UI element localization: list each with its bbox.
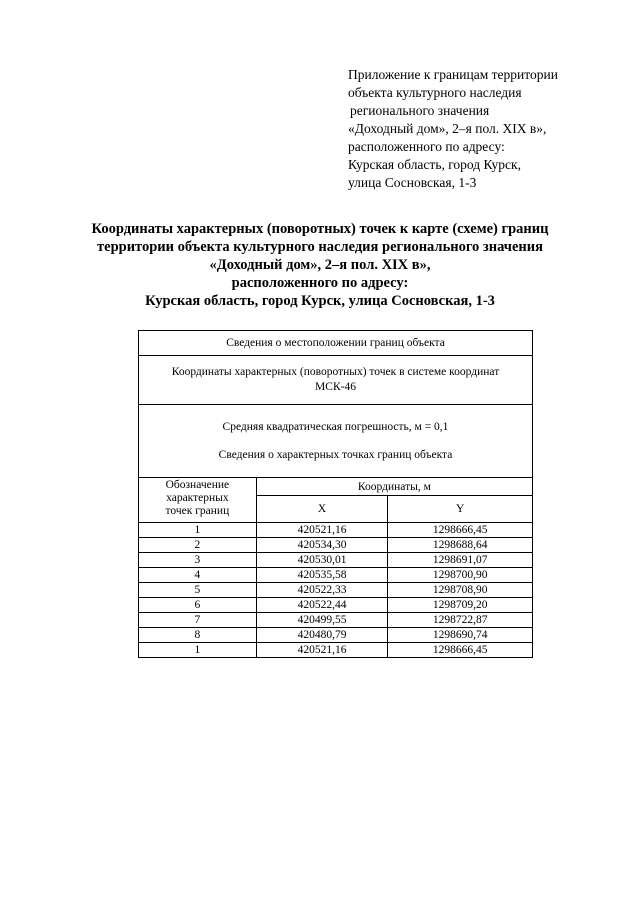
y-value-cell: 1298709,20 — [388, 598, 533, 613]
appendix-line: Приложение к границам территории — [348, 67, 558, 82]
point-number-cell: 3 — [139, 553, 257, 568]
point-number-cell: 8 — [139, 628, 257, 643]
appendix-line: расположенного по адресу: — [348, 139, 505, 154]
title-line: Курская область, город Курск, улица Сосновская, 1-3 — [145, 293, 495, 309]
table-body — [139, 523, 533, 658]
appendix-note — [348, 66, 628, 192]
table-row — [139, 613, 533, 628]
location-header: Сведения о местоположении границ объекта — [139, 331, 533, 356]
accuracy-cell — [139, 405, 533, 478]
point-number-cell: 7 — [139, 613, 257, 628]
point-number-cell: 1 — [139, 523, 257, 538]
coordinates-table — [138, 330, 533, 658]
table-row — [139, 598, 533, 613]
table-row — [139, 538, 533, 553]
point-number-cell: 2 — [139, 538, 257, 553]
title-line: расположенного по адресу: — [231, 275, 409, 291]
title-line: «Доходный дом», 2–я пол. XIX в», — [209, 257, 431, 273]
x-value-cell: 420480,79 — [256, 628, 388, 643]
coordinate-system-line: Координаты характерных (поворотных) точек в системе координат — [171, 366, 500, 378]
x-header: X — [256, 496, 388, 523]
point-number-cell: 5 — [139, 583, 257, 598]
y-value-cell: 1298722,87 — [388, 613, 533, 628]
coordinate-system-header — [139, 356, 533, 405]
y-value-cell: 1298688,64 — [388, 538, 533, 553]
y-value-cell: 1298691,07 — [388, 553, 533, 568]
table-row — [139, 643, 533, 658]
y-value-cell: 1298708,90 — [388, 583, 533, 598]
table-row — [139, 568, 533, 583]
point-label-header — [139, 478, 257, 523]
x-value-cell: 420534,30 — [256, 538, 388, 553]
point-label-line: Обозначение — [165, 479, 230, 491]
y-value-cell: 1298666,45 — [388, 523, 533, 538]
appendix-line: регионального значения — [350, 103, 490, 118]
y-value-cell: 1298690,74 — [388, 628, 533, 643]
appendix-line: «Доходный дом», 2–я пол. XIX в», — [348, 121, 547, 136]
point-number-cell: 4 — [139, 568, 257, 583]
y-value-cell: 1298666,45 — [388, 643, 533, 658]
accuracy-text: Средняя квадратическая погрешность, м = 0,1 — [222, 421, 449, 433]
appendix-line: объекта культурного наследия — [348, 85, 522, 100]
y-header: Y — [388, 496, 533, 523]
point-label-line: характерных — [166, 492, 229, 504]
y-value-cell: 1298700,90 — [388, 568, 533, 583]
x-value-cell: 420521,16 — [256, 523, 388, 538]
document-title — [40, 220, 600, 310]
x-value-cell: 420521,16 — [256, 643, 388, 658]
x-value-cell: 420530,01 — [256, 553, 388, 568]
title-line: территории объекта культурного наследия регионального значения — [97, 239, 543, 255]
x-value-cell: 420499,55 — [256, 613, 388, 628]
point-number-cell: 1 — [139, 643, 257, 658]
coordinate-system-name: МСК-46 — [315, 381, 356, 393]
table-row — [139, 583, 533, 598]
coordinates-header: Координаты, м — [256, 478, 532, 496]
point-label-line: точек границ — [165, 505, 230, 517]
table-row — [139, 628, 533, 643]
title-line: Координаты характерных (поворотных) точек к карте (схеме) границ — [91, 221, 549, 237]
x-value-cell: 420535,58 — [256, 568, 388, 583]
point-number-cell: 6 — [139, 598, 257, 613]
x-value-cell: 420522,44 — [256, 598, 388, 613]
x-value-cell: 420522,33 — [256, 583, 388, 598]
points-info-text: Сведения о характерных точках границ объекта — [218, 449, 453, 461]
table-row — [139, 553, 533, 568]
table-row — [139, 523, 533, 538]
appendix-line: улица Сосновская, 1-3 — [348, 175, 477, 190]
appendix-line: Курская область, город Курск, — [348, 157, 521, 172]
